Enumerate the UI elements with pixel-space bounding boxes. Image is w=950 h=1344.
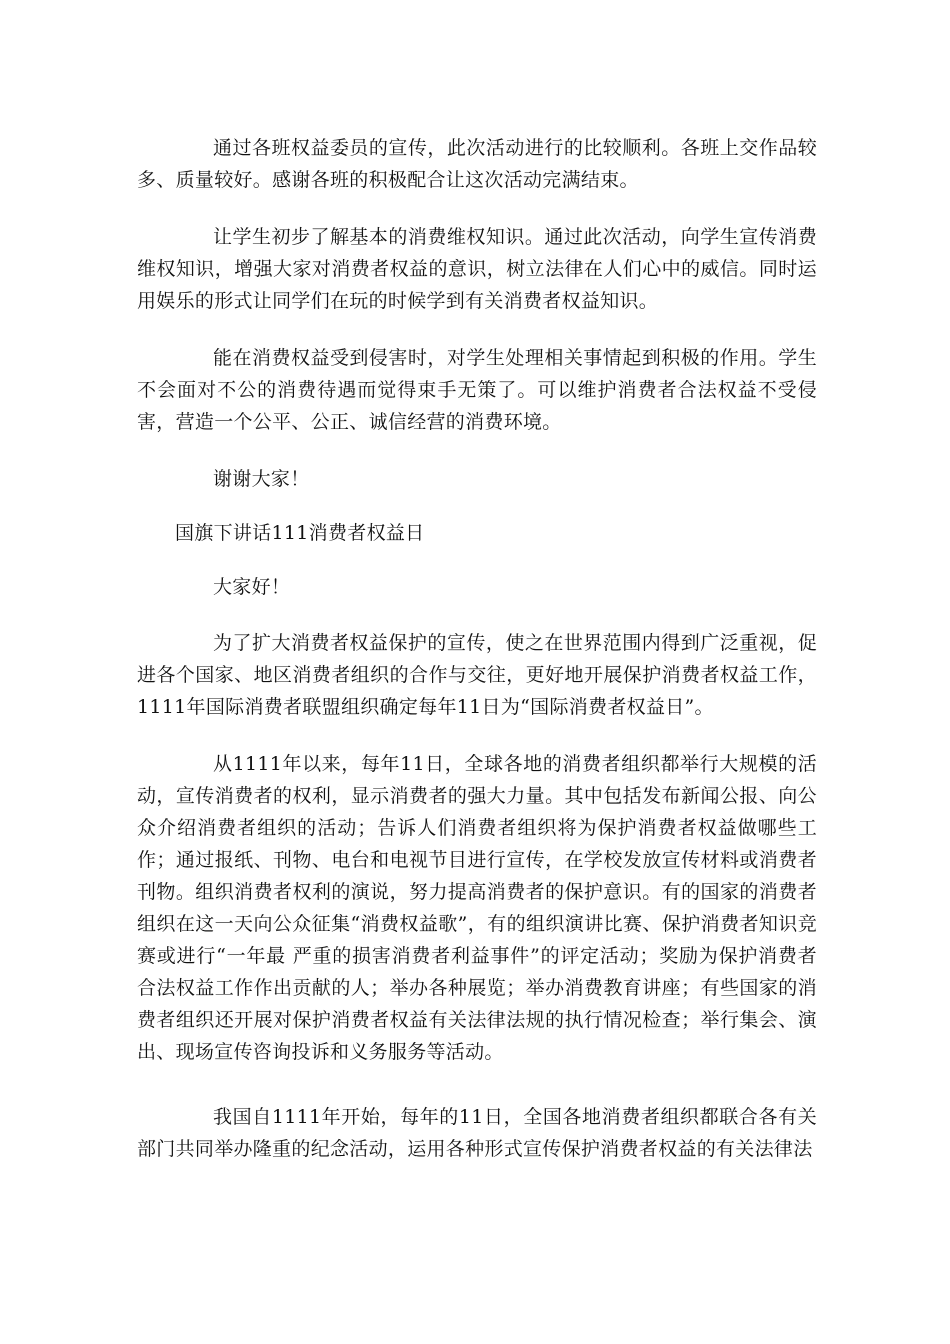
paragraph-global-activities: 从1111年以来，每年11日，全球各地的消费者组织都举行大规模的活动，宣传消费者的权利，显示消费者的强大力量。其中包括发布新闻公报、向公众介绍消费者组织的活动；告诉人们消费者组织将为保护消费者权益做哪些工作；通过报纸、刊物、电台和电视节目进行宣传，在学校发放宣传材料或消费者刊物。组织消费者权利的演说，努力提高消费者的保护意识。有的国家的消费者组织在这一天向公众征集“消费权益歌”，有的组织演讲比赛、保护消费者知识竞赛或进行“一年最 严重的损害消费者利益事件”的评定活动；奖励为保护消费者合法权益工作作出贡献的人；举办各种展览；举办消费教育讲座；有些国家的消费者组织还开展对保护消费者权益有关法律法规的执行情况检查；举行集会、演出、现场宣传咨询投诉和义务服务等活动。 <box>137 753 817 1063</box>
paragraph-protection-effect: 能在消费权益受到侵害时，对学生处理相关事情起到积极的作用。学生不会面对不公的消费待遇而觉得束手无策了。可以维护消费者合法权益不受侵害，营造一个公平、公正、诚信经营的消费环境。 <box>137 347 817 433</box>
paragraph-greeting: 大家好！ <box>213 576 291 598</box>
paragraph-china-activities: 我国自1111年开始，每年的11日，全国各地消费者组织都联合各有关部门共同举办隆重的纪念活动，运用各种形式宣传保护消费者权益的有关法律法 <box>137 1106 817 1160</box>
section-title: 国旗下讲话111消费者权益日 <box>175 522 425 544</box>
paragraph-activity-summary: 通过各班权益委员的宣传，此次活动进行的比较顺利。各班上交作品较多、质量较好。感谢各班的积极配合让这次活动完满结束。 <box>137 137 817 191</box>
paragraph-learning-goal: 让学生初步了解基本的消费维权知识。通过此次活动，向学生宣传消费维权知识，增强大家对消费者权益的意识，树立法律在人们心中的威信。同时运用娱乐的形式让同学们在玩的时候学到有关消费者权益知识。 <box>137 226 817 312</box>
paragraph-rights-day-origin: 为了扩大消费者权益保护的宣传，使之在世界范围内得到广泛重视，促进各个国家、地区消费者组织的合作与交往，更好地开展保护消费者权益工作，1111年国际消费者联盟组织确定每年11日为“国际消费者权益日”。 <box>137 632 817 718</box>
paragraph-thanks: 谢谢大家！ <box>213 468 310 490</box>
